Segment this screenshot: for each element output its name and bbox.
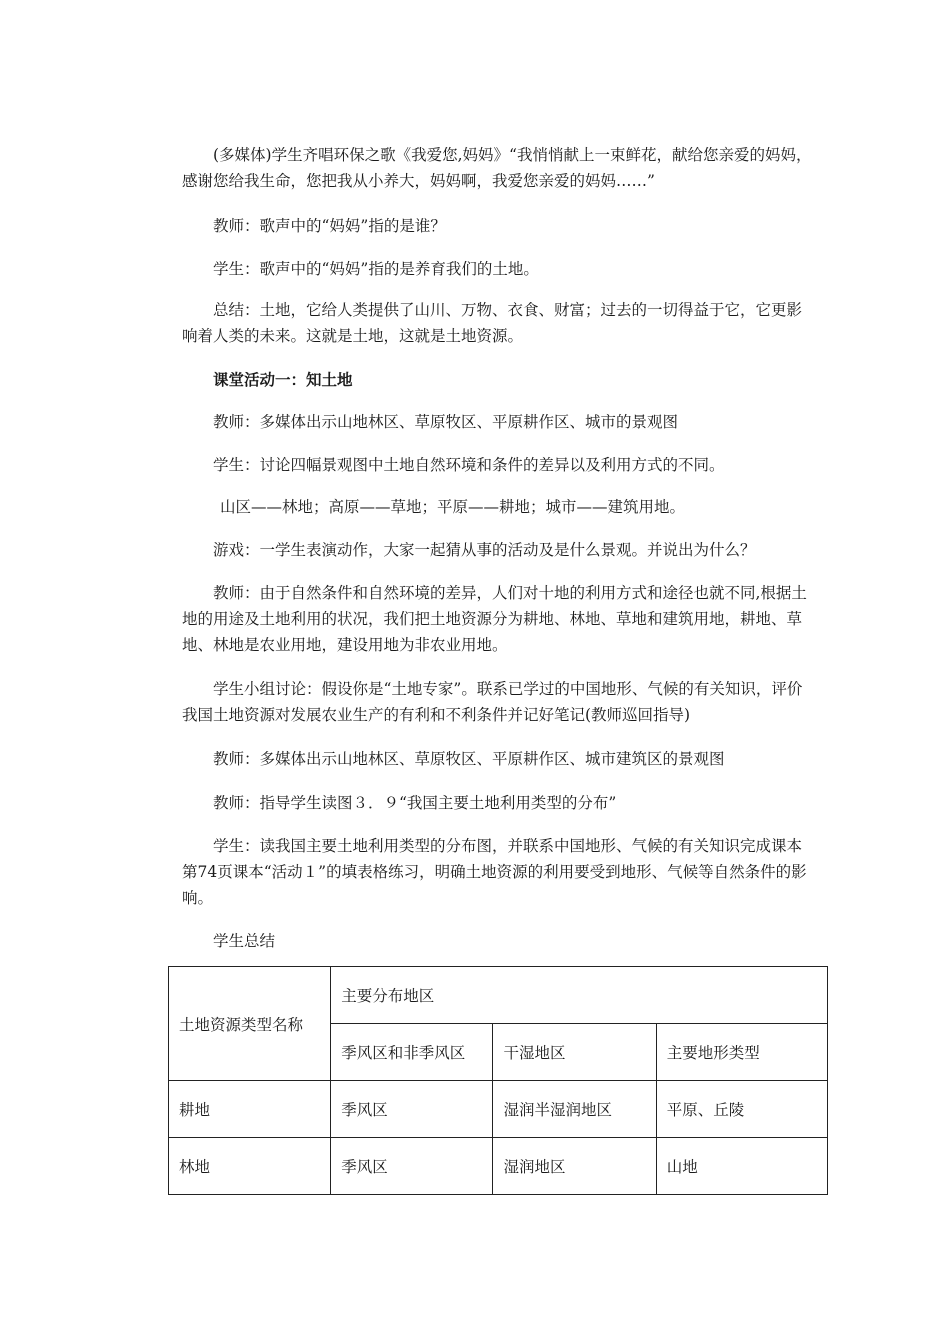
- table-cell: 季风区: [331, 1081, 493, 1138]
- table-cell: 平原、丘陵: [656, 1081, 827, 1138]
- table-subheader: 季风区和非季风区: [331, 1024, 493, 1081]
- paragraph-teacher-landscape-2: 教师：多媒体出示山地林区、草原牧区、平原耕作区、城市建筑区的景观图: [213, 750, 725, 768]
- table-cell: 山地: [656, 1138, 827, 1195]
- paragraph-group-discussion: 学生小组讨论：假设你是“土地专家”。联系已学过的中国地形、气候的有关知识，评价我国土地资源对发展农业生产的有利和不利条件并记好笔记(教师巡回指导): [182, 680, 803, 724]
- paragraph-teacher-question: 教师：歌声中的“妈妈”指的是谁？: [213, 217, 446, 235]
- table-subheader: 干湿地区: [493, 1024, 656, 1081]
- table-cell: 林地: [169, 1138, 331, 1195]
- table-row: [169, 967, 828, 1024]
- table-header-type: 土地资源类型名称: [169, 967, 331, 1081]
- paragraph-student-summary: 学生总结: [213, 932, 276, 950]
- paragraph-game: 游戏：一学生表演动作，大家一起猜从事的活动及是什么景观。并说出为什么？: [213, 541, 756, 559]
- paragraph-teacher-map: 教师：指导学生读图３．９“我国主要土地利用类型的分布”: [213, 794, 617, 812]
- table-row: [169, 1081, 828, 1138]
- paragraph-student-discuss: 学生：讨论四幅景观图中土地自然环境和条件的差异以及利用方式的不同。: [213, 456, 725, 474]
- table-row: [169, 1138, 828, 1195]
- paragraph-song: (多媒体)学生齐唱环保之歌《我爱您,妈妈》“我悄悄献上一束鲜花，献给您亲爱的妈妈，感谢您给我生命，您把我从小养大，妈妈啊，我爱您亲爱的妈妈……”: [182, 146, 812, 190]
- table-cell: 季风区: [331, 1138, 493, 1195]
- table-cell: 湿润地区: [493, 1138, 656, 1195]
- table-cell: 耕地: [169, 1081, 331, 1138]
- section-heading-activity-one: 课堂活动一：知土地: [213, 370, 353, 389]
- paragraph-summary: 总结：土地，它给人类提供了山川、万物、衣食、财富；过去的一切得益于它，它更影响着人类的未来。这就是土地，这就是土地资源。: [182, 301, 803, 345]
- paragraph-student-answer: 学生：歌声中的“妈妈”指的是养育我们的土地。: [213, 260, 539, 278]
- table-cell: 湿润半湿润地区: [493, 1081, 656, 1138]
- table-header-region: 主要分布地区: [331, 967, 828, 1024]
- table-subheader: 主要地形类型: [656, 1024, 827, 1081]
- paragraph-teacher-landscape: 教师：多媒体出示山地林区、草原牧区、平原耕作区、城市的景观图: [213, 413, 679, 431]
- paragraph-land-mapping: 山区——林地；高原——草地；平原——耕地；城市——建筑用地。: [220, 498, 686, 516]
- paragraph-teacher-classification: 教师：由于自然条件和自然环境的差异，人们对十地的利用方式和途径也就不同,根据土地的用途及土地利用的状况，我们把土地资源分为耕地、林地、草地和建筑用地，耕地、草地、林地是农业用地，建设用地为非农业用地。: [182, 584, 807, 654]
- paragraph-student-map: 学生：读我国主要土地利用类型的分布图，并联系中国地形、气候的有关知识完成课本第74页课本“活动１”的填表格练习，明确土地资源的利用要受到地形、气候等自然条件的影响。: [182, 837, 807, 907]
- land-resource-table: [168, 966, 828, 1195]
